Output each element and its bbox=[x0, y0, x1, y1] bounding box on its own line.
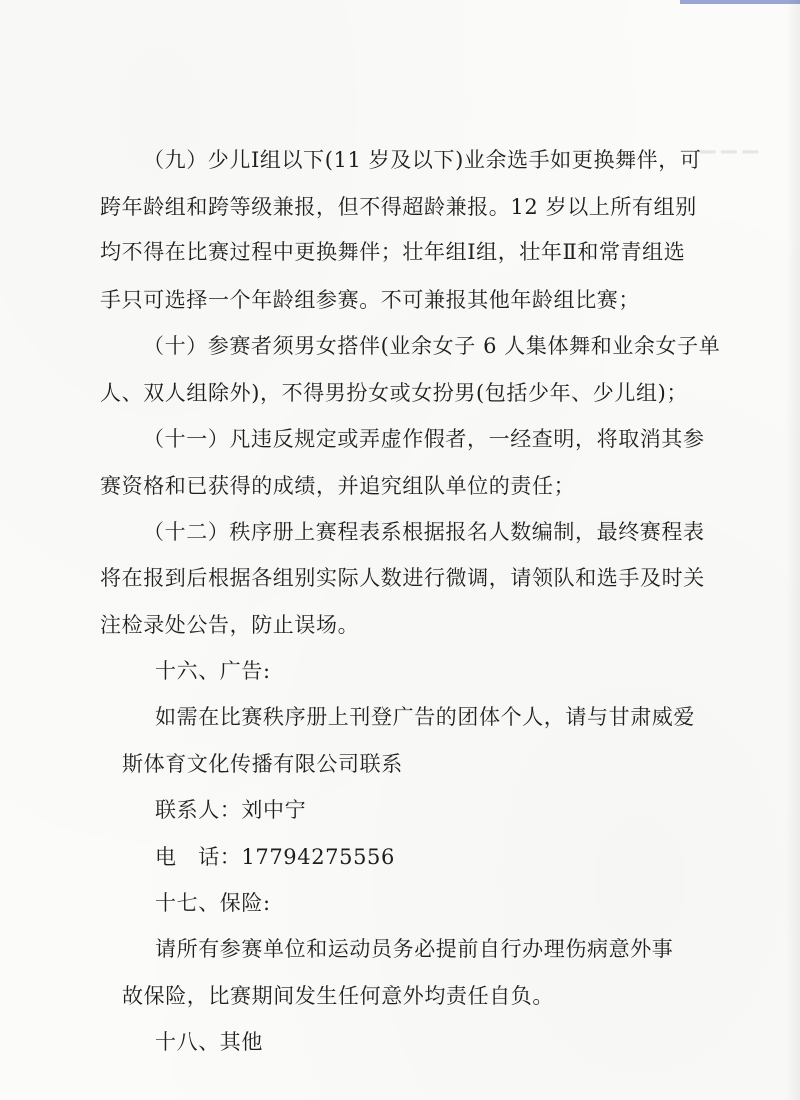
contact-phone: 电 话：17794275556 bbox=[155, 845, 395, 869]
paragraph-line: 斯体育文化传播有限公司联系 bbox=[122, 752, 403, 776]
paragraph-line: 跨年龄组和跨等级兼报，但不得超龄兼报。12 岁以上所有组别 bbox=[100, 195, 697, 219]
bleed-through: ▔▔▔ bbox=[700, 150, 765, 174]
paragraph-line: （九）少儿Ⅰ组以下(11 岁及以下)业余选手如更换舞伴，可 bbox=[143, 148, 702, 172]
paragraph-line: 将在报到后根据各组别实际人数进行微调，请领队和选手及时关 bbox=[100, 566, 705, 590]
paragraph-line: 故保险，比赛期间发生任何意外均责任自负。 bbox=[122, 984, 554, 1008]
section-heading: 十七、保险: bbox=[155, 891, 271, 915]
paragraph-line: （十二）秩序册上赛程表系根据报名人数编制，最终赛程表 bbox=[143, 520, 705, 544]
scan-shadow bbox=[786, 0, 800, 1100]
paragraph-line: （十）参赛者须男女搭伴(业余女子 6 人集体舞和业余女子单 bbox=[143, 334, 721, 358]
contact-name: 联系人：刘中宁 bbox=[155, 798, 307, 822]
scan-edge-mark bbox=[680, 0, 800, 4]
paragraph-line: 赛资格和已获得的成绩，并追究组队单位的责任； bbox=[100, 474, 576, 498]
paragraph-line: 手只可选择一个年龄组参赛。不可兼报其他年龄组比赛； bbox=[100, 288, 640, 312]
paragraph-line: 请所有参赛单位和运动员务必提前自行办理伤病意外事 bbox=[155, 937, 674, 961]
section-heading: 十八、其他 bbox=[155, 1030, 263, 1054]
section-heading: 十六、广告: bbox=[155, 659, 271, 683]
paragraph-line: 如需在比赛秩序册上刊登广告的团体个人，请与甘肃威爱 bbox=[155, 705, 695, 729]
paragraph-line: 人、双人组除外)，不得男扮女或女扮男(包括少年、少儿组)； bbox=[100, 381, 688, 405]
paragraph-line: （十一）凡违反规定或弄虚作假者，一经查明，将取消其参 bbox=[143, 427, 705, 451]
paragraph-line: 注检录处公告，防止误场。 bbox=[100, 613, 360, 637]
paragraph-line: 均不得在比赛过程中更换舞伴；壮年组Ⅰ组，壮年Ⅱ和常青组选 bbox=[100, 240, 686, 264]
